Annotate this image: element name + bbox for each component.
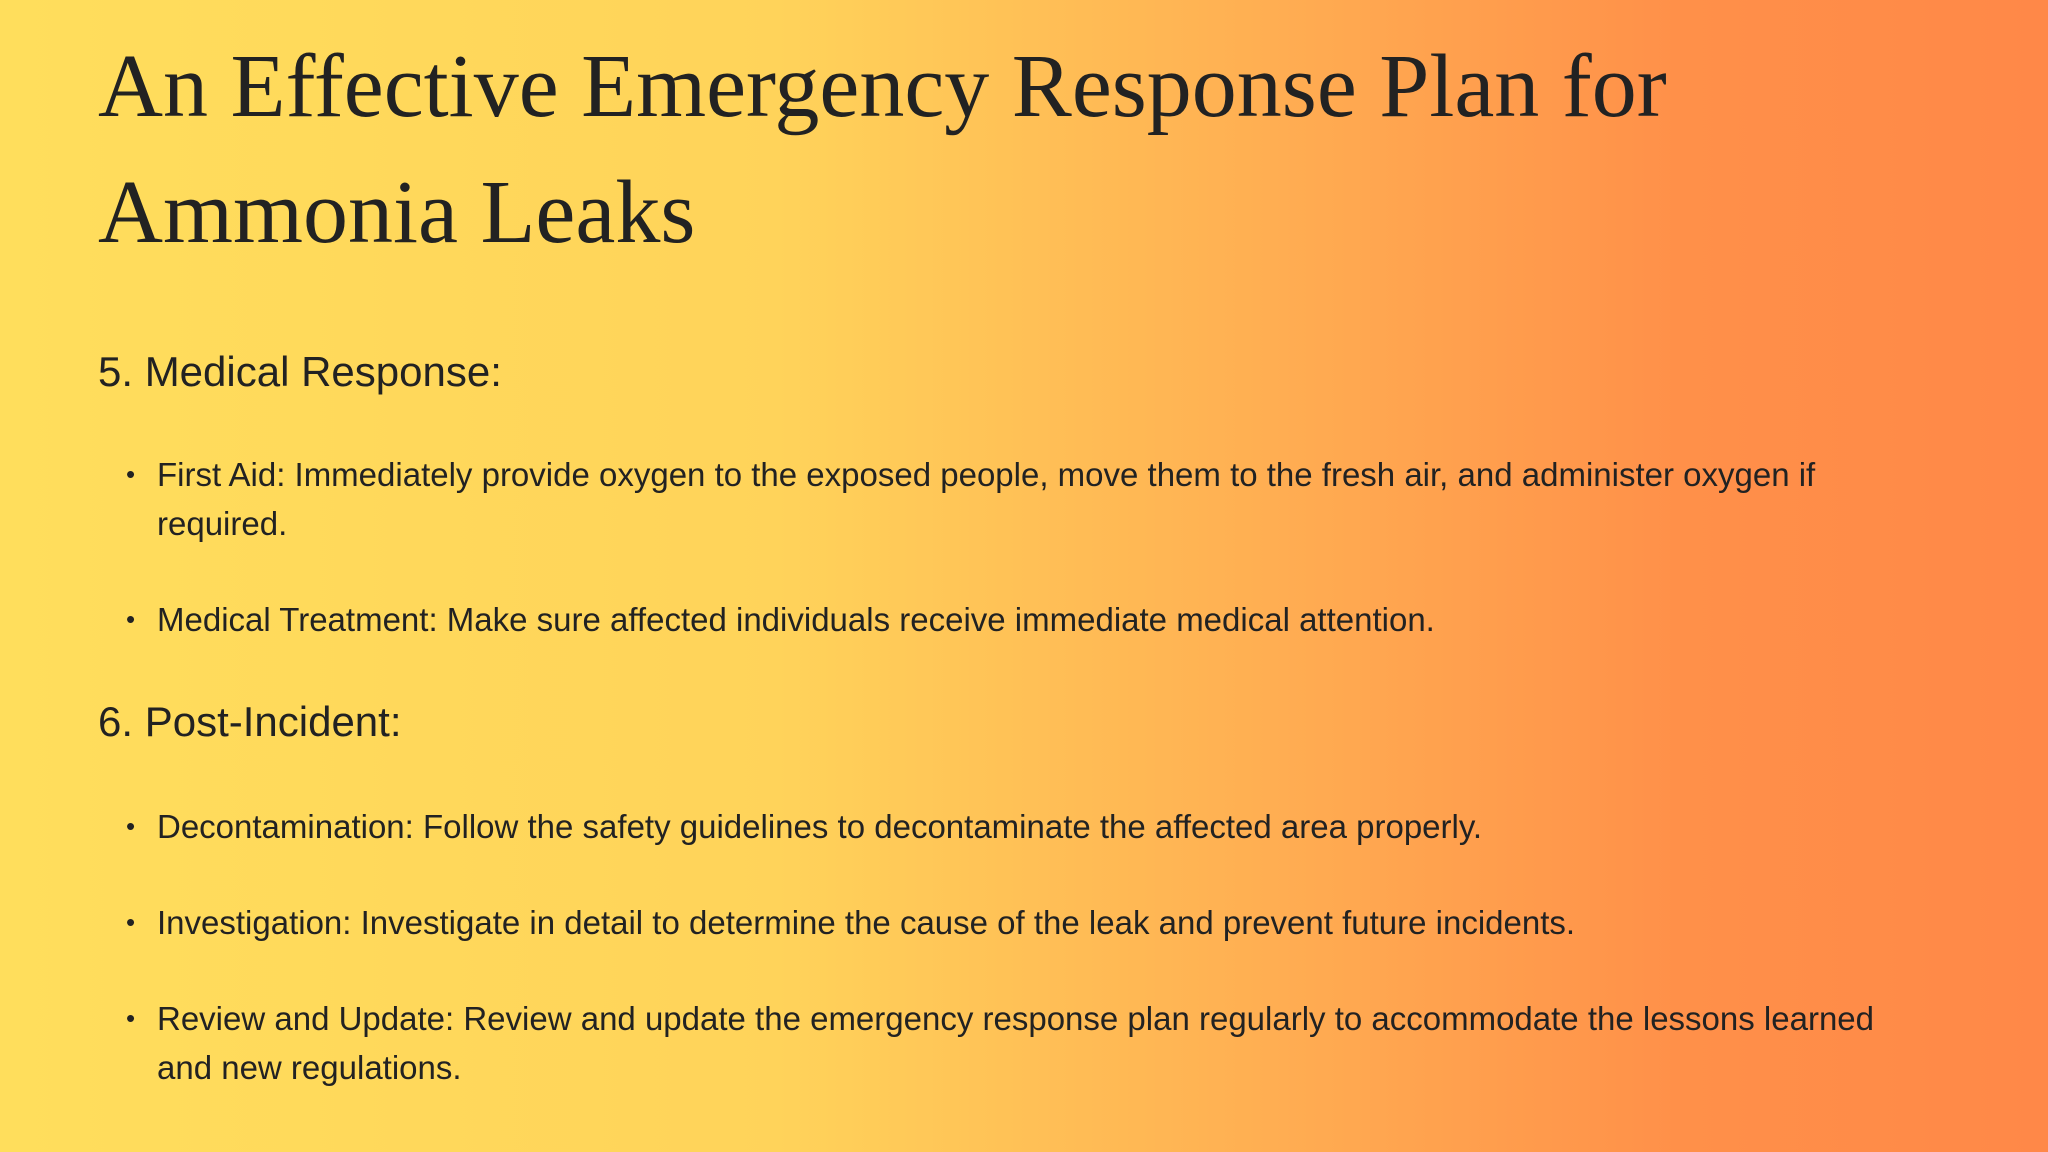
post-incident-list (122, 802, 1922, 1092)
list-item-first-aid (122, 450, 1922, 548)
bullet-icon: • (126, 604, 136, 634)
list-item-text: Review and Update: Review and update the emergency response plan regularly to accommodate the lessons learned and new regulations. (157, 1000, 1875, 1086)
section-heading-post-incident: 6. Post-Incident: (98, 698, 402, 745)
list-item-text: Medical Treatment: Make sure affected individuals receive immediate medical attention. (157, 601, 1435, 638)
list-item-investigation (122, 898, 1922, 947)
medical-response-list (122, 450, 1922, 644)
list-item-review-and-update (122, 994, 1922, 1092)
slide-title: An Effective Emergency Response Plan for Ammonia Leaks (98, 37, 1667, 262)
section-heading-medical-response: 5. Medical Response: (98, 348, 502, 395)
bullet-icon: • (126, 459, 136, 489)
bullet-icon: • (126, 1003, 136, 1033)
list-item-text: First Aid: Immediately provide oxygen to the exposed people, move them to the fresh air, and administer oxygen if required. (157, 456, 1816, 542)
bullet-icon: • (126, 907, 136, 937)
bullet-icon: • (126, 811, 136, 841)
list-item-text: Decontamination: Follow the safety guidelines to decontaminate the affected area properly. (157, 808, 1483, 845)
list-item-decontamination (122, 802, 1922, 851)
list-item-medical-treatment (122, 595, 1922, 644)
list-item-text: Investigation: Investigate in detail to determine the cause of the leak and prevent future incidents. (157, 904, 1576, 941)
